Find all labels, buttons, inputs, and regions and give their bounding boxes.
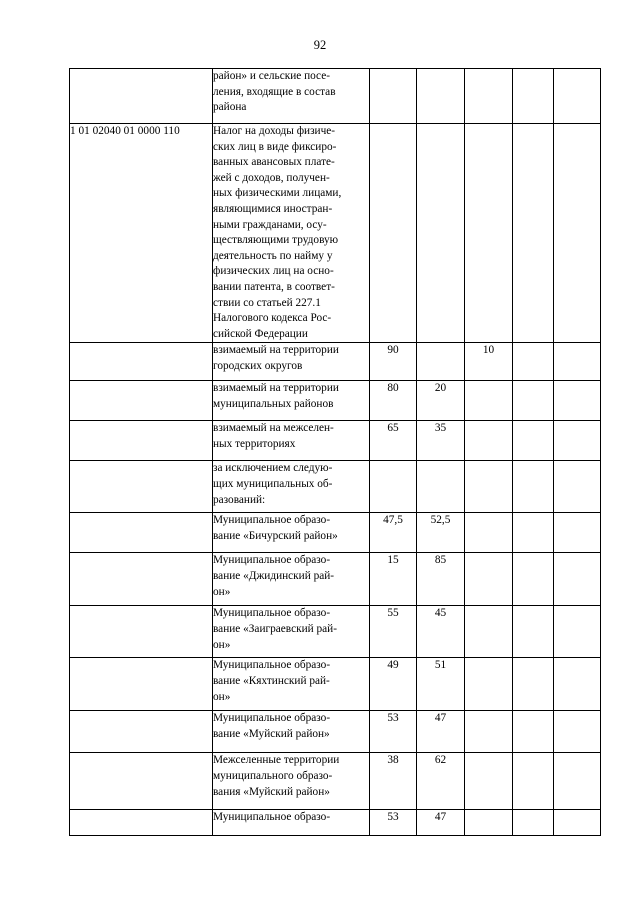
budget-code-cell: [70, 711, 213, 753]
percent-cell: 52,5: [417, 513, 465, 553]
percent-cell: [554, 421, 601, 461]
percent-cell: [513, 711, 554, 753]
percent-cell: [465, 658, 513, 711]
percent-cell: [513, 343, 554, 381]
name-line: Муниципальное образо-: [213, 607, 331, 620]
budget-code-cell: [70, 810, 213, 836]
name-line: района: [213, 101, 247, 114]
name-line: Межселенные территории: [213, 754, 340, 767]
table-row: [70, 124, 601, 343]
name-line: за исключением следую-: [213, 462, 333, 475]
percent-cell: [417, 124, 465, 343]
name-line: Налогового кодекса Рос-: [213, 312, 332, 325]
name-line: сийской Федерации: [213, 327, 308, 340]
revenue-name-cell: [213, 343, 370, 381]
name-line: ванных авансовых плате-: [213, 156, 335, 169]
revenue-name-cell: [213, 69, 370, 124]
name-line: муниципального образо-: [213, 769, 333, 782]
name-line: взимаемый на территории: [213, 382, 339, 395]
name-line: Муниципальное образо-: [213, 811, 331, 824]
percent-cell: [513, 658, 554, 711]
table-row: [70, 421, 601, 461]
percent-cell: 90: [370, 343, 417, 381]
name-line: вание «Муйский район»: [213, 727, 330, 740]
percent-cell: [554, 810, 601, 836]
percent-cell: [417, 461, 465, 513]
name-line: он»: [213, 638, 231, 651]
name-line: щих муниципальных об-: [213, 477, 333, 490]
revenue-name-cell: [213, 461, 370, 513]
name-line: район» и сельские посе-: [213, 70, 330, 82]
budget-code-cell: [70, 421, 213, 461]
name-line: разований:: [213, 493, 266, 506]
percent-cell: [465, 381, 513, 421]
percent-cell: [513, 69, 554, 124]
percent-cell: [513, 810, 554, 836]
percent-cell: [554, 711, 601, 753]
name-line: ществляющими трудовую: [213, 234, 339, 247]
name-line: ления, входящие в состав: [213, 85, 336, 98]
percent-cell: 80: [370, 381, 417, 421]
percent-cell: [465, 810, 513, 836]
revenue-name-cell: [213, 124, 370, 343]
budget-code-cell: [70, 513, 213, 553]
name-line: вание «Кяхтинский рай-: [213, 674, 330, 687]
percent-cell: [465, 553, 513, 606]
name-line: физических лиц на осно-: [213, 265, 334, 278]
name-line: ных физическими лицами,: [213, 187, 342, 200]
percent-cell: 38: [370, 753, 417, 810]
percent-cell: 47: [417, 810, 465, 836]
percent-cell: 47: [417, 711, 465, 753]
page-number: 92: [313, 38, 327, 52]
percent-cell: [554, 658, 601, 711]
percent-cell: 49: [370, 658, 417, 711]
name-line: Муниципальное образо-: [213, 514, 331, 527]
revenue-name-cell: [213, 553, 370, 606]
percent-cell: [513, 421, 554, 461]
name-line: ными гражданами, осу-: [213, 218, 327, 231]
table-row: [70, 658, 601, 711]
budget-code-cell: [70, 553, 213, 606]
percent-cell: 10: [465, 343, 513, 381]
name-line: муниципальных районов: [213, 397, 334, 410]
name-line: вания «Муйский район»: [213, 785, 330, 798]
percent-cell: [554, 513, 601, 553]
percent-cell: [554, 343, 601, 381]
percent-cell: [370, 69, 417, 124]
percent-cell: 55: [370, 606, 417, 658]
percent-cell: [465, 513, 513, 553]
percent-cell: [417, 69, 465, 124]
percent-cell: [465, 124, 513, 343]
percent-cell: [465, 711, 513, 753]
table-row: [70, 553, 601, 606]
percent-cell: [465, 606, 513, 658]
name-line: взимаемый на межселен-: [213, 422, 334, 435]
percent-cell: [554, 381, 601, 421]
table-row: [70, 343, 601, 381]
name-line: Муниципальное образо-: [213, 659, 331, 672]
percent-cell: 51: [417, 658, 465, 711]
table-row: [70, 753, 601, 810]
percent-cell: [513, 513, 554, 553]
name-line: Муниципальное образо-: [213, 554, 331, 567]
name-line: он»: [213, 690, 231, 703]
revenue-name-cell: [213, 606, 370, 658]
percent-cell: [554, 606, 601, 658]
percent-cell: [513, 753, 554, 810]
percent-cell: [513, 461, 554, 513]
percent-cell: [370, 124, 417, 343]
table-row: [70, 461, 601, 513]
name-line: деятельность по найму у: [213, 249, 333, 262]
name-line: ских лиц в виде фиксиро-: [213, 140, 337, 153]
percent-cell: [513, 553, 554, 606]
percent-cell: 53: [370, 711, 417, 753]
budget-code-cell: [70, 343, 213, 381]
percent-cell: 85: [417, 553, 465, 606]
budget-code-cell: [70, 461, 213, 513]
table-row: [70, 810, 601, 836]
percent-cell: 35: [417, 421, 465, 461]
percent-cell: [465, 461, 513, 513]
name-line: городских округов: [213, 359, 303, 372]
name-line: жей с доходов, получен-: [213, 171, 330, 184]
table-row: [70, 69, 601, 124]
percent-cell: [554, 461, 601, 513]
percent-cell: 15: [370, 553, 417, 606]
percent-cell: [370, 461, 417, 513]
name-line: вание «Бичурский район»: [213, 529, 338, 542]
name-line: вании патента, в соответ-: [213, 280, 335, 293]
revenue-name-cell: [213, 381, 370, 421]
revenue-name-cell: [213, 753, 370, 810]
percent-cell: 47,5: [370, 513, 417, 553]
budget-table: [69, 68, 601, 836]
percent-cell: 53: [370, 810, 417, 836]
revenue-name-cell: [213, 711, 370, 753]
revenue-name-cell: [213, 810, 370, 836]
revenue-name-cell: [213, 658, 370, 711]
percent-cell: [554, 553, 601, 606]
percent-cell: [513, 381, 554, 421]
percent-cell: 62: [417, 753, 465, 810]
name-line: он»: [213, 585, 231, 598]
table-row: [70, 381, 601, 421]
budget-code-cell: [70, 381, 213, 421]
table-row: [70, 606, 601, 658]
budget-code-cell: [70, 69, 213, 124]
name-line: Налог на доходы физиче-: [213, 125, 336, 137]
percent-cell: [513, 124, 554, 343]
percent-cell: [465, 421, 513, 461]
table-row: [70, 711, 601, 753]
percent-cell: 45: [417, 606, 465, 658]
revenue-name-cell: [213, 421, 370, 461]
revenue-name-cell: [213, 513, 370, 553]
budget-code-cell: [70, 753, 213, 810]
name-line: вание «Джидинский рай-: [213, 569, 335, 582]
name-line: взимаемый на территории: [213, 344, 339, 357]
percent-cell: 65: [370, 421, 417, 461]
percent-cell: [513, 606, 554, 658]
name-line: ных территориях: [213, 437, 296, 450]
name-line: являющимися иностран-: [213, 202, 333, 215]
name-line: вание «Заиграевский рай-: [213, 622, 337, 635]
table-row: [70, 513, 601, 553]
percent-cell: [554, 753, 601, 810]
name-line: Муниципальное образо-: [213, 712, 331, 725]
percent-cell: [465, 69, 513, 124]
budget-code-cell: [70, 658, 213, 711]
percent-cell: 20: [417, 381, 465, 421]
percent-cell: [417, 343, 465, 381]
budget-code-cell: [70, 606, 213, 658]
percent-cell: [554, 69, 601, 124]
percent-cell: [554, 124, 601, 343]
budget-code-cell: 1 01 02040 01 0000 110: [70, 124, 213, 343]
percent-cell: [465, 753, 513, 810]
name-line: ствии со статьей 227.1: [213, 296, 321, 309]
